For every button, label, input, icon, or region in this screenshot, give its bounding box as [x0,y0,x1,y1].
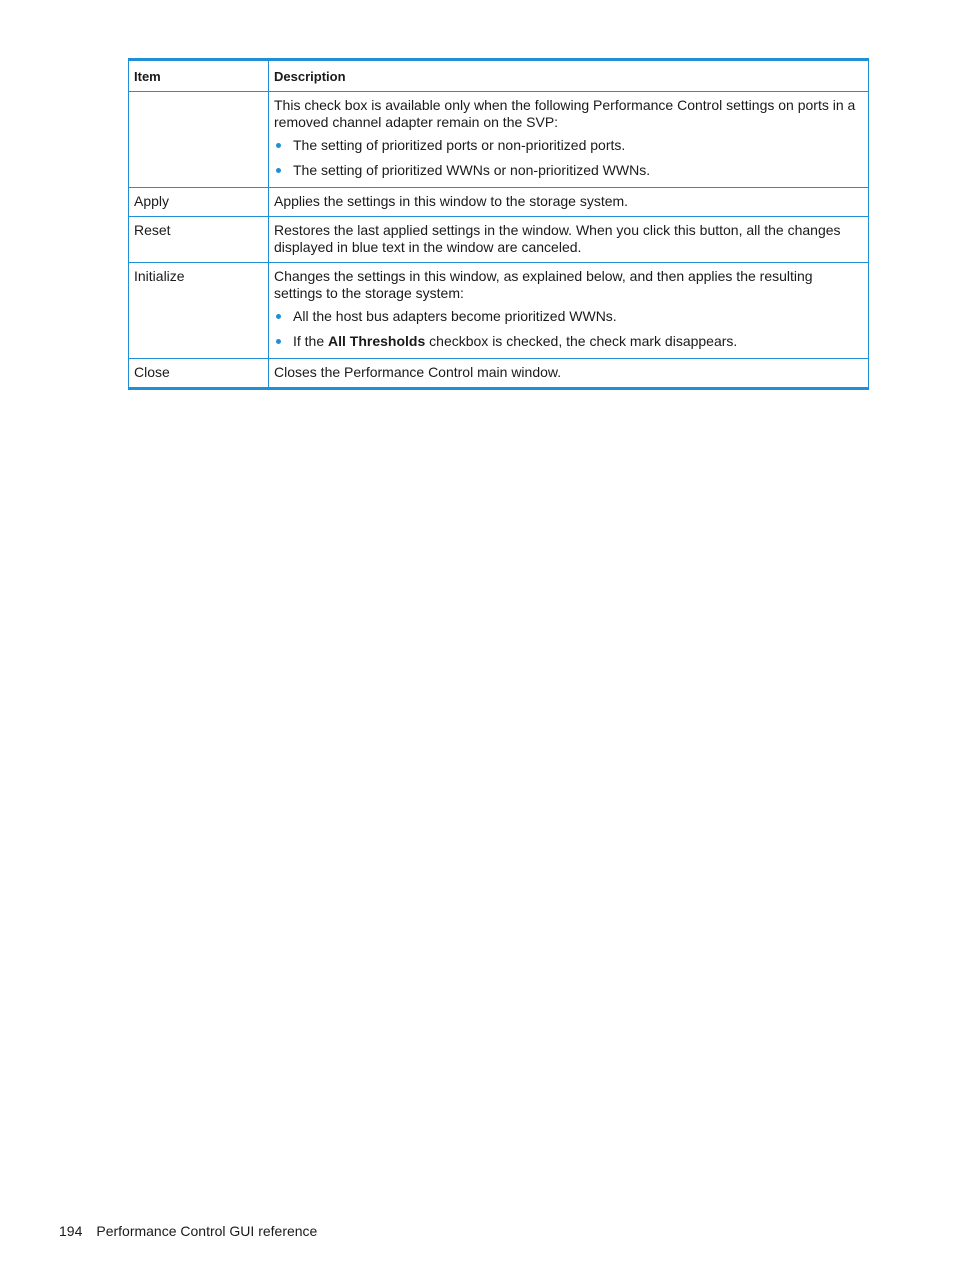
all-thresholds-term: All Thresholds [328,333,426,349]
section-title: Performance Control GUI reference [96,1223,318,1239]
bullet-dot-icon [276,143,281,148]
item-cell-apply: Apply [129,188,269,217]
bullet-list [274,308,863,350]
description-cell-apply: Applies the settings in this window to the storage system. [269,188,869,217]
bullet-dot-icon [276,339,281,344]
bullet-list [274,137,863,179]
bullet-text-suffix: checkbox is checked, the check mark disappears. [425,333,738,349]
header-description: Description [269,60,869,92]
table-row-close [129,359,869,389]
description-text: Changes the settings in this window, as explained below, and then applies the resulting settings to the storage system: [274,268,813,301]
description-cell-close: Closes the Performance Control main window. [269,359,869,389]
page-footer [59,1223,317,1240]
bullet-text: All the host bus adapters become prioritized WWNs. [293,308,617,324]
item-cell-checkbox [129,92,269,188]
list-item [274,308,863,325]
description-cell-checkbox [269,92,869,188]
reference-table [128,58,869,390]
table-row-apply [129,188,869,217]
item-cell-reset: Reset [129,217,269,263]
bullet-text: The setting of prioritized ports or non-prioritized ports. [293,137,626,153]
item-cell-close: Close [129,359,269,389]
list-item [274,333,863,350]
list-item [274,137,863,154]
table-row-initialize [129,263,869,359]
header-item: Item [129,60,269,92]
page-number: 194 [59,1223,83,1239]
description-text: This check box is available only when the following Performance Control settings on ports in a removed channel adapter remain on the SVP: [274,97,856,130]
table-header-row [129,60,869,92]
bullet-dot-icon [276,314,281,319]
item-cell-initialize: Initialize [129,263,269,359]
description-cell-initialize [269,263,869,359]
description-cell-reset: Restores the last applied settings in the window. When you click this button, all the changes displayed in blue text in the window are canceled. [269,217,869,263]
table-row-reset [129,217,869,263]
bullet-text: The setting of prioritized WWNs or non-prioritized WWNs. [293,162,651,178]
table-row-checkbox [129,92,869,188]
bullet-text-prefix: If the [293,333,329,349]
bullet-dot-icon [276,168,281,173]
list-item [274,162,863,179]
